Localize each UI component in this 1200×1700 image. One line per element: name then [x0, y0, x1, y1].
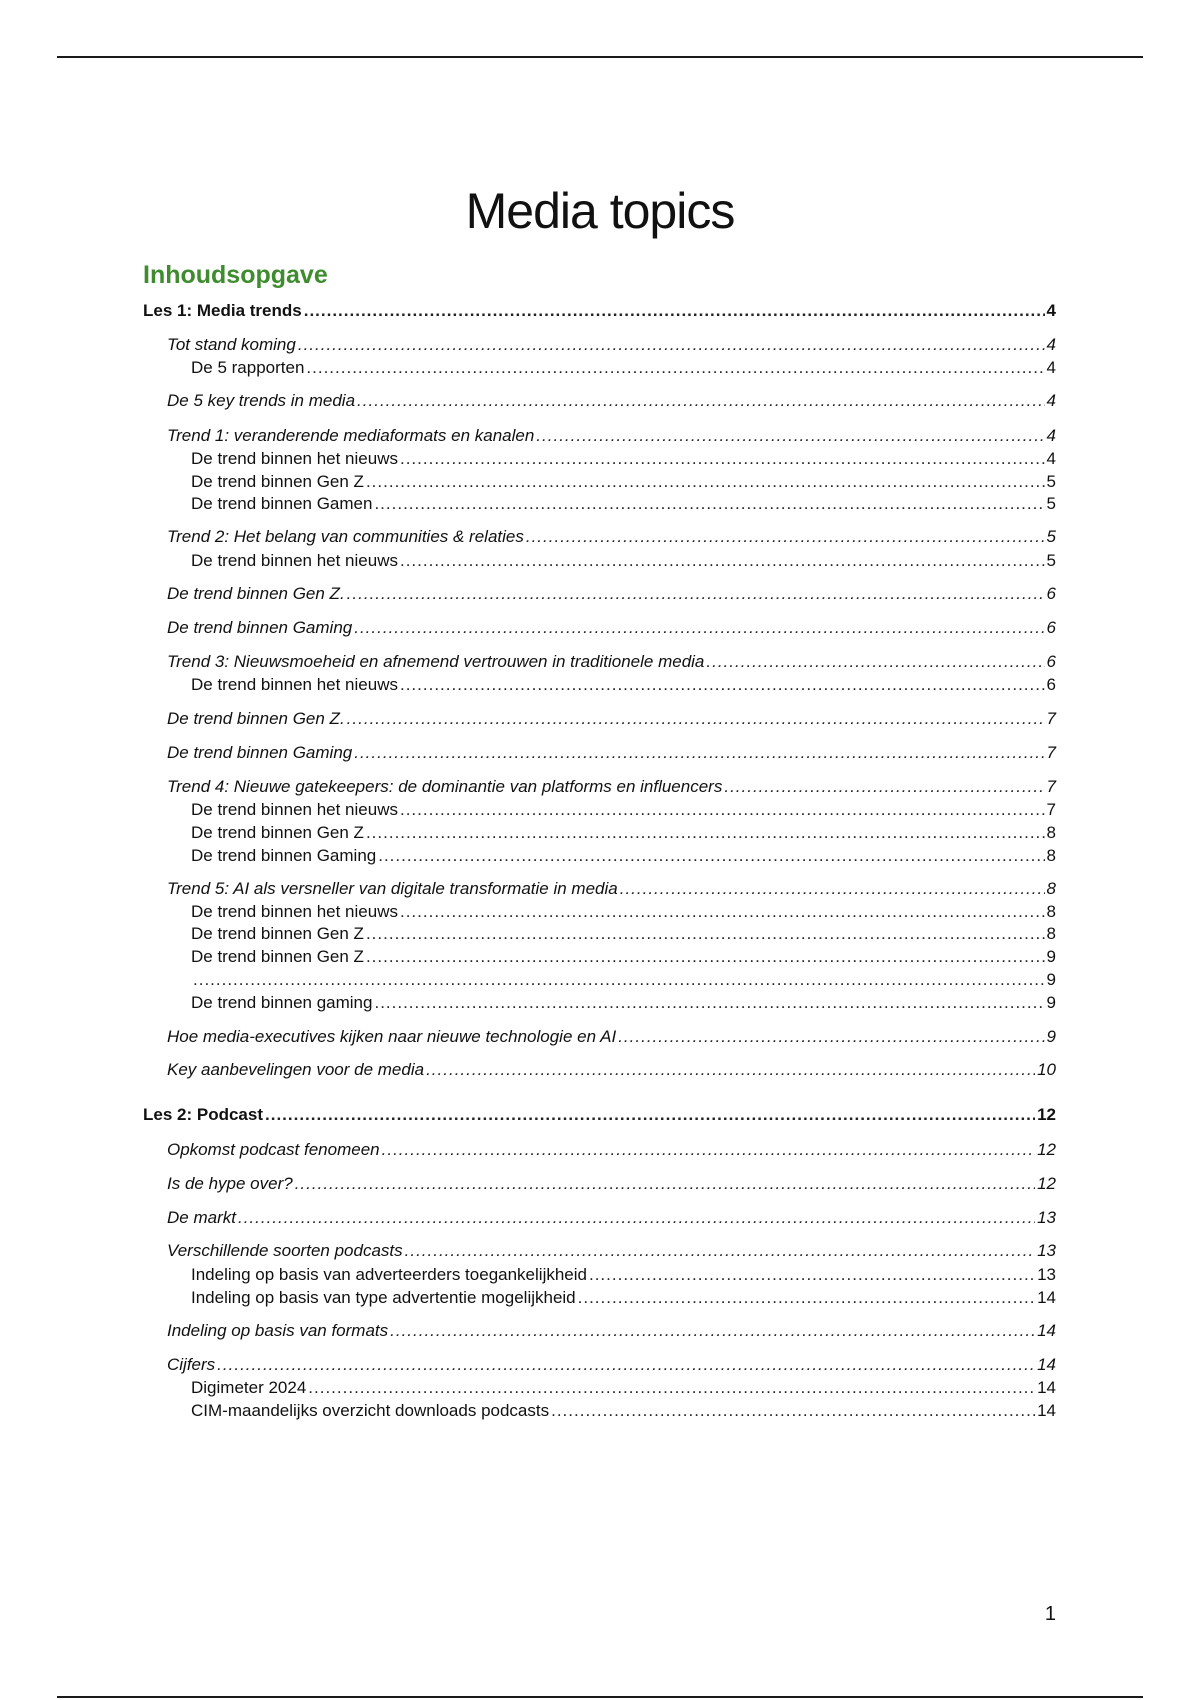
toc-entry-page: 10: [1037, 1060, 1056, 1079]
toc-entry-title: Trend 1: veranderende mediaformats en kanalen: [167, 426, 535, 445]
footer-rule: [57, 1696, 1143, 1698]
toc-entry[interactable]: [167, 616, 1056, 640]
toc-entry[interactable]: [167, 1138, 1056, 1162]
toc-entry-title: De trend binnen het nieuws: [191, 551, 398, 570]
toc-entry[interactable]: [143, 299, 1056, 323]
toc-dot-leader: [382, 1138, 1035, 1162]
toc-entry-title: Trend 3: Nieuwsmoeheid en afnemend vertrouwen in traditionele media: [167, 652, 705, 671]
toc-entry-title: De trend binnen Gen Z: [191, 947, 364, 966]
toc-entry-page: 9: [1046, 947, 1056, 966]
toc-entry[interactable]: [191, 968, 1056, 992]
toc-dot-leader: [366, 821, 1045, 845]
toc-entry[interactable]: [191, 798, 1056, 822]
toc-entry-page: 6: [1046, 675, 1056, 694]
toc-dot-leader: [238, 1206, 1035, 1230]
toc-entry-page: 7: [1046, 800, 1056, 819]
toc-entry[interactable]: [167, 424, 1056, 448]
toc-entry[interactable]: [167, 1058, 1056, 1082]
toc-entry-title: CIM-maandelijks overzicht downloads podcasts: [191, 1401, 550, 1420]
toc-entry-page: 9: [1046, 1027, 1056, 1046]
toc-entry-page: 8: [1046, 823, 1056, 842]
toc-entry[interactable]: [191, 447, 1056, 471]
toc-dot-leader: [374, 991, 1044, 1015]
toc-dot-leader: [298, 333, 1045, 357]
toc-entry-title: Is de hype over?: [167, 1174, 293, 1193]
toc-dot-leader: [304, 299, 1045, 323]
toc-entry-page: 7: [1046, 777, 1056, 796]
toc-entry[interactable]: [167, 389, 1056, 413]
toc-dot-leader: [357, 389, 1044, 413]
toc-entry-page: 14: [1037, 1355, 1056, 1374]
toc-dot-leader: [354, 741, 1044, 765]
toc-entry-page: 9: [1046, 970, 1056, 989]
toc-entry[interactable]: [167, 1206, 1056, 1230]
toc-entry[interactable]: [191, 470, 1056, 494]
toc-entry[interactable]: [167, 1319, 1056, 1343]
toc-entry-title: De trend binnen Gamen: [191, 494, 373, 513]
toc-dot-leader: [620, 877, 1045, 901]
toc-entry-page: 4: [1046, 449, 1056, 468]
toc-entry-title: De trend binnen Gen Z: [191, 823, 364, 842]
toc-entry[interactable]: [191, 900, 1056, 924]
toc-entry-page: 6: [1046, 618, 1056, 637]
toc-entry-page: 13: [1037, 1208, 1056, 1227]
toc-entry-title: De trend binnen Gen Z.: [167, 709, 345, 728]
toc-dot-leader: [426, 1058, 1035, 1082]
toc-entry-title: De trend binnen het nieuws: [191, 675, 398, 694]
toc-entry-title: De trend binnen Gaming: [167, 743, 353, 762]
document-title: Media topics: [465, 182, 735, 239]
toc-entry-page: 13: [1037, 1241, 1056, 1260]
toc-entry[interactable]: [191, 821, 1056, 845]
toc-entry-page: 5: [1046, 527, 1056, 546]
toc-entry-page: 8: [1046, 846, 1056, 865]
toc-entry-title: De 5 rapporten: [191, 358, 305, 377]
toc-entry[interactable]: [191, 356, 1056, 380]
toc-entry-page: 8: [1046, 924, 1056, 943]
toc-entry-title: Trend 5: AI als versneller van digitale transformatie in media: [167, 879, 618, 898]
toc-entry-page: 14: [1037, 1321, 1056, 1340]
toc-dot-leader: [536, 424, 1044, 448]
toc-entry[interactable]: [167, 333, 1056, 357]
toc-entry-page: 4: [1046, 426, 1056, 445]
toc-entry-title: Indeling op basis van adverteerders toegankelijkheid: [191, 1265, 587, 1284]
toc-entry-title: De trend binnen Gen Z: [191, 472, 364, 491]
toc-entry-title: De trend binnen Gaming: [167, 618, 353, 637]
page-number: 1: [1044, 1603, 1056, 1625]
toc-entry-title: Trend 2: Het belang van communities & relaties: [167, 527, 524, 546]
toc-entry-page: 14: [1037, 1288, 1056, 1307]
toc-dot-leader: [589, 1263, 1035, 1287]
toc-entry-title: Indeling op basis van formats: [167, 1321, 389, 1340]
toc-entry-title: Trend 4: Nieuwe gatekeepers: de dominantie van platforms en influencers: [167, 777, 723, 796]
toc-dot-leader: [366, 470, 1045, 494]
toc-entry-title: Digimeter 2024: [191, 1378, 307, 1397]
toc-entry-page: 4: [1046, 335, 1056, 354]
toc-entry[interactable]: [191, 492, 1056, 516]
toc-entry-title: Les 2: Podcast: [143, 1105, 263, 1124]
toc-entry[interactable]: [191, 1286, 1056, 1310]
toc-entry-page: 5: [1046, 494, 1056, 513]
toc-entry-title: Cijfers: [167, 1355, 216, 1374]
toc-entry[interactable]: [191, 991, 1056, 1015]
toc-dot-leader: [400, 798, 1045, 822]
toc-entry-page: 7: [1046, 743, 1056, 762]
toc-entry[interactable]: [167, 1025, 1056, 1049]
toc-entry[interactable]: [191, 1399, 1056, 1423]
toc-dot-leader: [578, 1286, 1035, 1310]
toc-entry[interactable]: [167, 707, 1056, 731]
toc-entry-title: Key aanbevelingen voor de media: [167, 1060, 425, 1079]
toc-entry[interactable]: [191, 549, 1056, 573]
toc-dot-leader: [400, 447, 1045, 471]
toc-dot-leader: [378, 844, 1044, 868]
toc-entry[interactable]: [191, 1263, 1056, 1287]
toc-dot-leader: [724, 775, 1044, 799]
toc-dot-leader: [618, 1025, 1044, 1049]
toc-dot-leader: [405, 1239, 1035, 1263]
toc-entry-title: De trend binnen Gen Z: [191, 924, 364, 943]
toc-entry-page: 7: [1046, 709, 1056, 728]
toc-entry[interactable]: [167, 1172, 1056, 1196]
header-rule: [57, 56, 1143, 58]
toc-entry-title: Les 1: Media trends: [143, 301, 302, 320]
toc-entry-page: 12: [1037, 1105, 1056, 1124]
toc-entry[interactable]: [167, 1239, 1056, 1263]
toc-entry-title: De trend binnen het nieuws: [191, 902, 398, 921]
toc-dot-leader: [295, 1172, 1035, 1196]
toc-dot-leader: [366, 945, 1045, 969]
toc-entry[interactable]: [191, 844, 1056, 868]
toc-entry-title: Hoe media-executives kijken naar nieuwe technologie en AI: [167, 1027, 617, 1046]
toc-dot-leader: [374, 492, 1044, 516]
toc-entry-title: De trend binnen het nieuws: [191, 449, 398, 468]
toc-entry[interactable]: [167, 877, 1056, 901]
toc-heading: Inhoudsopgave: [143, 261, 328, 289]
toc-entry[interactable]: [167, 1353, 1056, 1377]
toc-dot-leader: [193, 968, 1045, 992]
toc-entry-page: 6: [1046, 584, 1056, 603]
toc-dot-leader: [400, 673, 1045, 697]
toc-entry-title: De 5 key trends in media: [167, 391, 356, 410]
toc-dot-leader: [265, 1103, 1035, 1127]
toc-entry[interactable]: [191, 945, 1056, 969]
toc-dot-leader: [354, 616, 1044, 640]
toc-entry-title: Tot stand koming: [167, 335, 296, 354]
toc-entry-title: De trend binnen het nieuws: [191, 800, 398, 819]
toc-dot-leader: [217, 1353, 1035, 1377]
toc-entry-title: De trend binnen gaming: [191, 993, 373, 1012]
toc-entry-page: 9: [1046, 993, 1056, 1012]
toc-entry-page: 13: [1037, 1265, 1056, 1284]
toc-entry-page: 6: [1046, 652, 1056, 671]
toc-entry-title: De markt: [167, 1208, 236, 1227]
toc-dot-leader: [306, 356, 1044, 380]
toc-entry[interactable]: [167, 741, 1056, 765]
toc-entry-page: 8: [1046, 902, 1056, 921]
toc-entry-page: 5: [1046, 472, 1056, 491]
toc-entry[interactable]: [143, 1103, 1056, 1127]
toc-entry-page: 12: [1037, 1140, 1056, 1159]
toc-entry-page: 14: [1037, 1378, 1056, 1397]
toc-dot-leader: [526, 525, 1045, 549]
toc-entry-title: Indeling op basis van type advertentie mogelijkheid: [191, 1288, 576, 1307]
toc-entry-page: 8: [1046, 879, 1056, 898]
toc-entry-page: 4: [1046, 358, 1056, 377]
toc-dot-leader: [347, 582, 1045, 606]
toc-entry[interactable]: [167, 582, 1056, 606]
toc-dot-leader: [551, 1399, 1035, 1423]
toc-dot-leader: [347, 707, 1045, 731]
toc-entry[interactable]: [167, 775, 1056, 799]
toc-entry-title: Verschillende soorten podcasts: [167, 1241, 403, 1260]
toc-entry[interactable]: [167, 525, 1056, 549]
toc-entry-title: Opkomst podcast fenomeen: [167, 1140, 380, 1159]
toc-dot-leader: [400, 549, 1045, 573]
toc-dot-leader: [390, 1319, 1035, 1343]
toc-entry-page: 12: [1037, 1174, 1056, 1193]
toc-entry-title: De trend binnen Gaming: [191, 846, 377, 865]
toc-entry-page: 14: [1037, 1401, 1056, 1420]
toc-dot-leader: [366, 922, 1045, 946]
toc-dot-leader: [706, 650, 1044, 674]
toc-dot-leader: [308, 1376, 1035, 1400]
toc-entry-title: De trend binnen Gen Z.: [167, 584, 345, 603]
toc-entry[interactable]: [191, 922, 1056, 946]
toc-dot-leader: [400, 900, 1045, 924]
toc-entry-page: 5: [1046, 551, 1056, 570]
toc-entry[interactable]: [191, 673, 1056, 697]
toc-entry[interactable]: [167, 650, 1056, 674]
toc-entry-page: 4: [1046, 391, 1056, 410]
toc-entry-page: 4: [1046, 301, 1056, 320]
toc-entry[interactable]: [191, 1376, 1056, 1400]
